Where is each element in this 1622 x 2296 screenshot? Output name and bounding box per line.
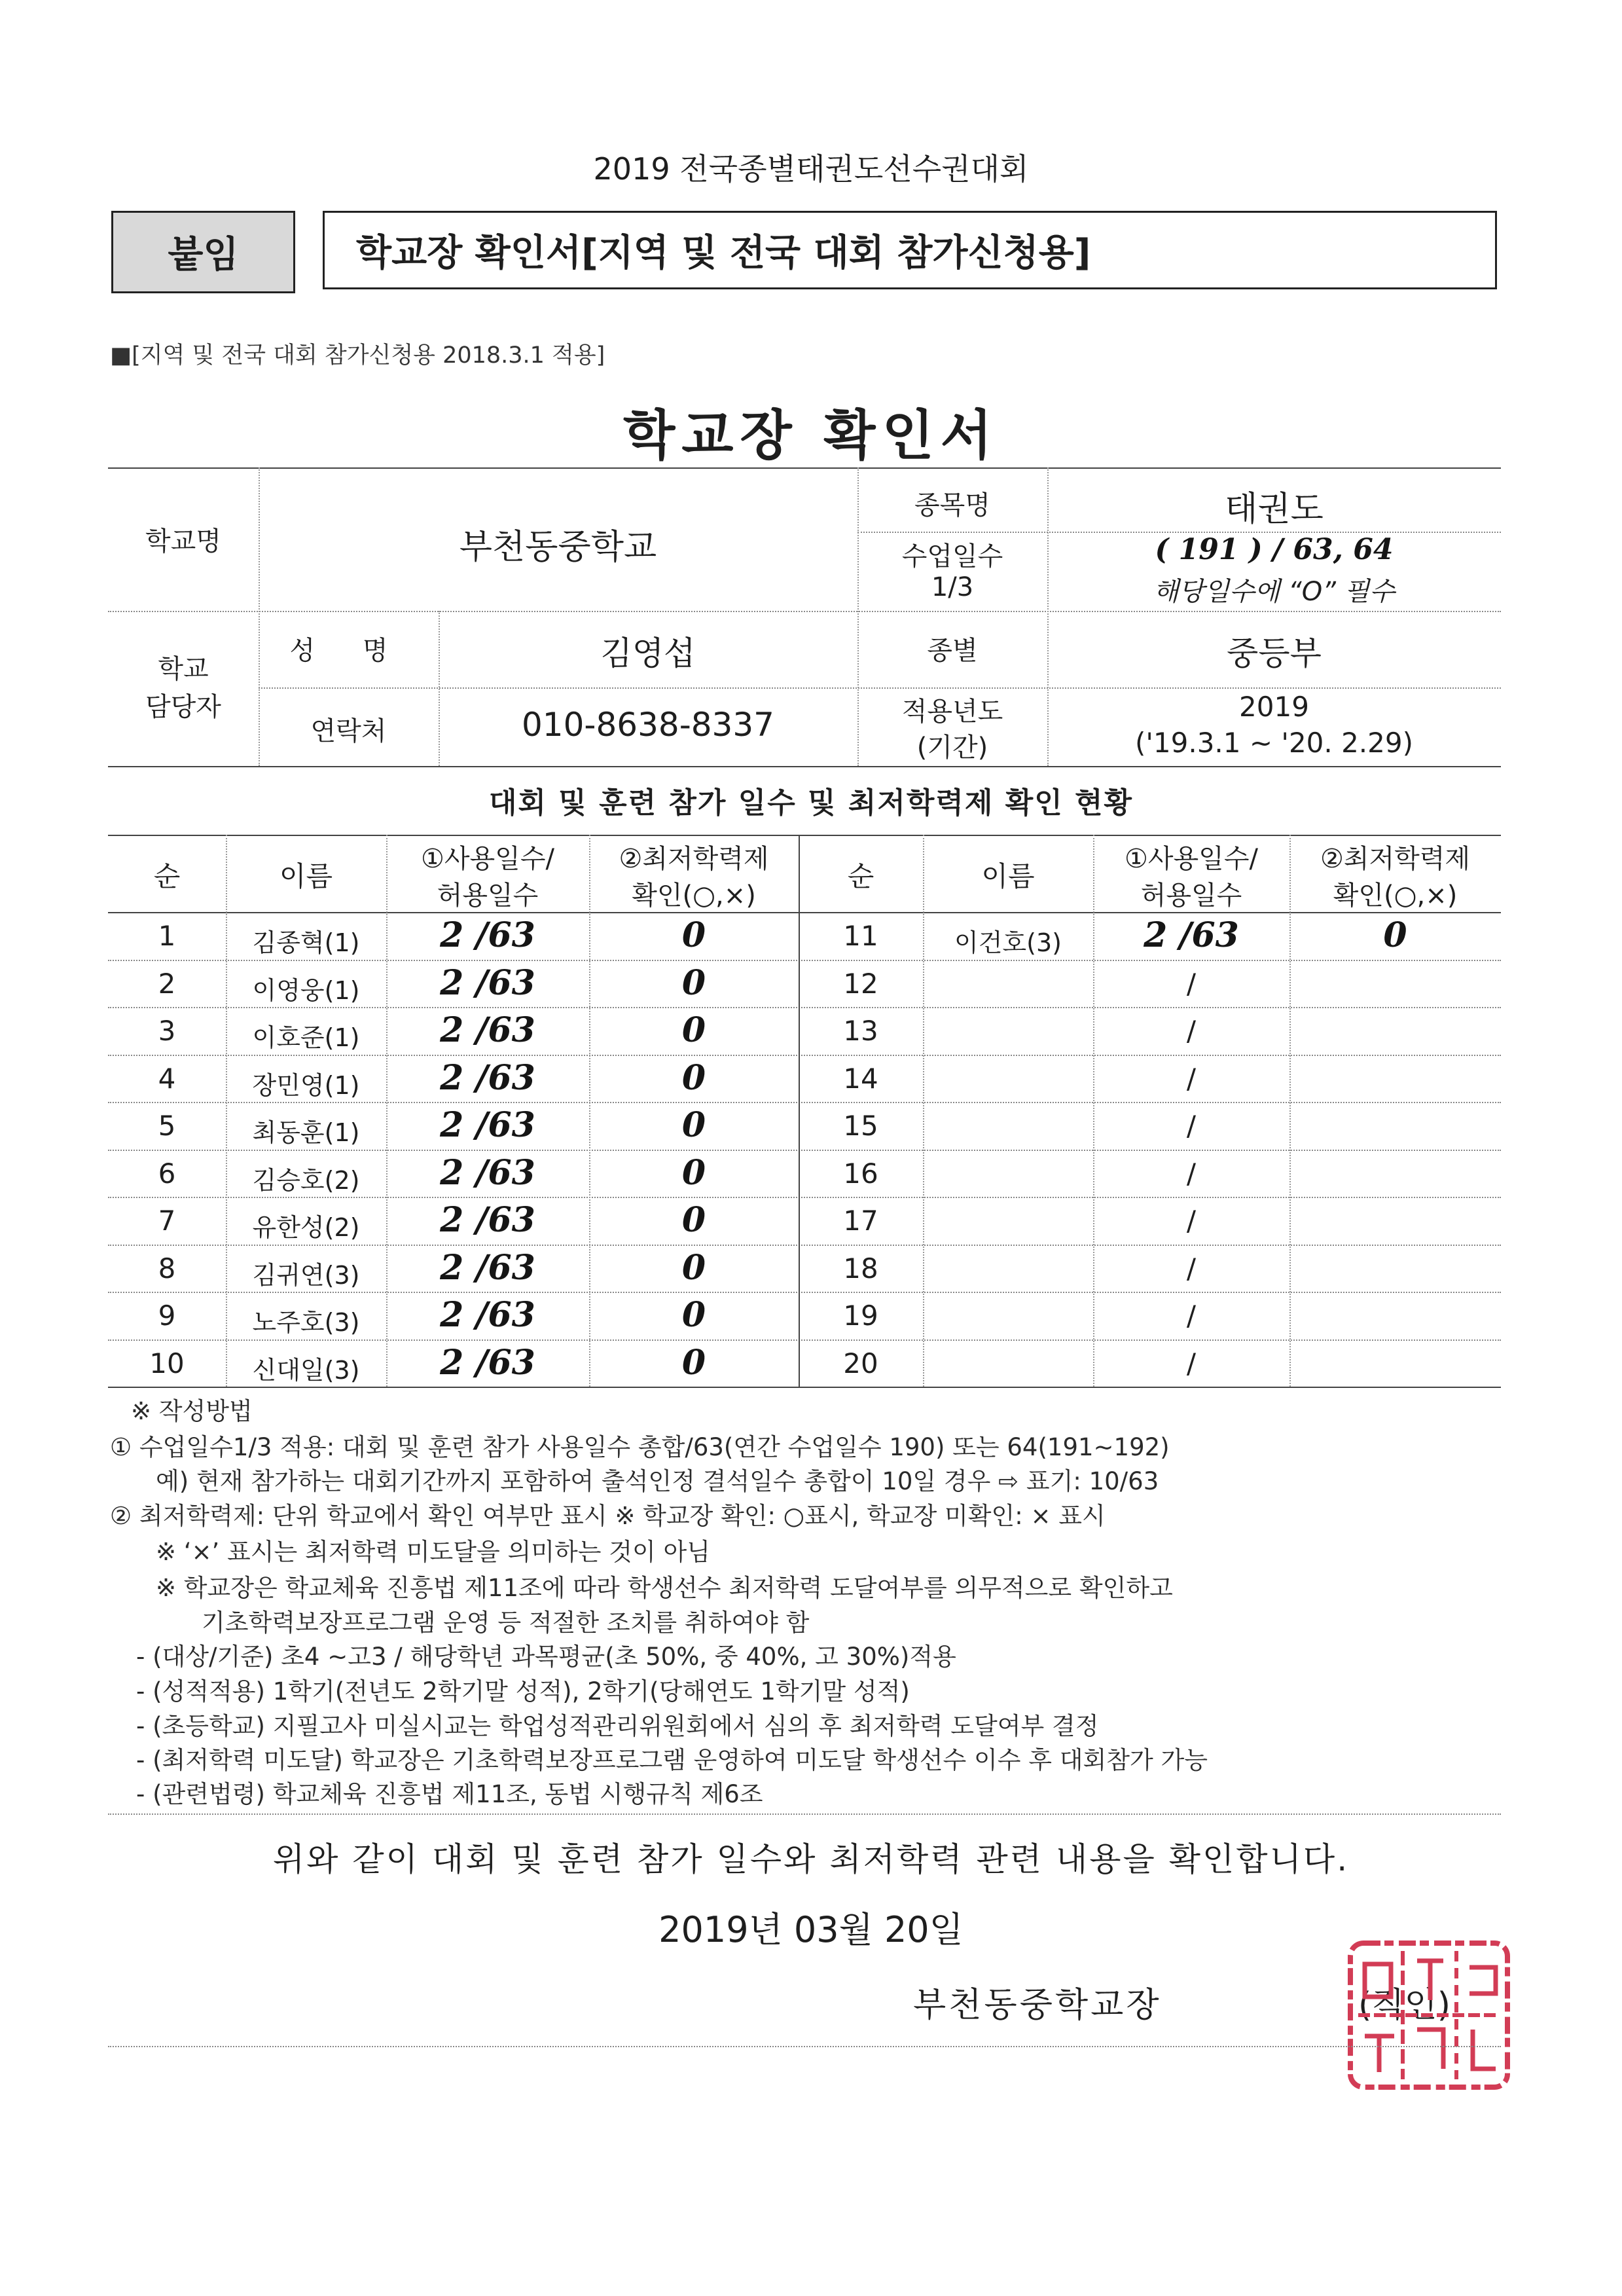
col-header-check: ②최저학력제: [619, 844, 769, 874]
row-check: 0: [681, 915, 706, 955]
note-item: - (초등학교) 지필고사 미실시교는 학업성적관리위원회에서 심의 후 최저학력 도달여부 결정: [136, 1712, 1099, 1740]
manager-label-line2: 담당자: [145, 692, 221, 722]
row-name: 유한성(2): [252, 1213, 360, 1242]
row-no: 18: [843, 1252, 878, 1285]
note-item: ① 수업일수1/3 적용: 대회 및 훈련 참가 사용일수 총합/63(연간 수업일수 190) 또는 64(191~192): [110, 1433, 1170, 1461]
note-item: ※ ‘×’ 표시는 최저학력 미도달을 의미하는 것이 아님: [156, 1538, 710, 1566]
row-name: 신대일(3): [252, 1356, 360, 1385]
note-item: - (대상/기준) 초4 ~고3 / 해당학년 과목평균(초 50%, 중 40%, 고 30%)적용: [136, 1643, 956, 1671]
row-name: 이영웅(1): [252, 976, 360, 1005]
row-check: 0: [681, 1153, 706, 1193]
row-days: 2 /63: [440, 1010, 535, 1050]
attachment-tag: [111, 211, 295, 293]
row-days: 2 /63: [440, 1105, 535, 1145]
document-title: 학교장 확인서[지역 및 전국 대회 참가신청용]: [356, 232, 1091, 274]
row-no: 7: [158, 1205, 176, 1237]
col-header-days-sub: 허용일수: [437, 881, 539, 911]
event-title: 2019 전국종별태권도선수권대회: [593, 151, 1029, 187]
row-no: 9: [158, 1300, 176, 1332]
row-days: /: [1186, 1157, 1197, 1190]
row-days: /: [1186, 1015, 1197, 1047]
col-header-name: 이름: [279, 860, 333, 892]
row-no: 19: [843, 1300, 878, 1332]
school-days-value: ( 191 ) / 63, 64: [1155, 533, 1394, 566]
row-check: 0: [681, 963, 706, 1003]
apply-year-value: 2019: [1239, 691, 1309, 723]
row-no: 20: [843, 1347, 878, 1379]
notes-heading: ※ 작성방법: [131, 1397, 253, 1425]
row-days: 2 /63: [440, 1248, 535, 1288]
row-days: 2 /63: [440, 1343, 535, 1383]
note-item: - (관련법령) 학교체육 진흥법 제11조, 동법 시행규칙 제6조: [136, 1780, 763, 1808]
main-title: 학교장 확인서: [623, 405, 999, 467]
sport-value: 태권도: [1225, 490, 1324, 529]
row-no: 1: [158, 920, 176, 952]
row-name: 이건호(3): [954, 928, 1062, 957]
row-days: /: [1186, 968, 1197, 1000]
row-no: 8: [158, 1252, 176, 1285]
row-check: 0: [681, 1295, 706, 1335]
col-header-days-sub: 허용일수: [1140, 881, 1242, 911]
confirmation-date: 2019년 03월 20일: [658, 1909, 964, 1950]
contact-label: 연락처: [310, 716, 387, 746]
row-no: 17: [843, 1205, 878, 1237]
attachment-tag-label: 붙임: [168, 234, 239, 276]
note-item: - (최저학력 미도달) 학교장은 기초학력보장프로그램 운영하여 미도달 학생선수 이수 후 대회참가 가능: [136, 1746, 1208, 1774]
person-name-value: 김영섭: [600, 634, 696, 672]
school-days-note: 해당일수에 “O” 필수: [1153, 577, 1395, 607]
apply-period-label: (기간): [916, 733, 988, 763]
col-header-check: ②최저학력제: [1320, 844, 1471, 874]
row-name: 김승호(2): [252, 1166, 360, 1195]
row-check: 0: [681, 1105, 706, 1145]
division-value: 중등부: [1227, 634, 1322, 672]
apply-period-value: ('19.3.1 ~ '20. 2.29): [1134, 727, 1413, 759]
status-title: 대회 및 훈련 참가 일수 및 최저학력제 확인 현황: [488, 786, 1134, 820]
row-check: 0: [681, 1248, 706, 1288]
row-no: 5: [158, 1110, 176, 1142]
col-header-no: 순: [847, 860, 874, 892]
col-header-check-sub: 확인(○,×): [1333, 881, 1458, 911]
note-item: ② 최저학력제: 단위 학교에서 확인 여부만 표시 ※ 학교장 확인: ○표시, 학교장 미확인: × 표시: [110, 1502, 1106, 1530]
row-no: 15: [843, 1110, 878, 1142]
row-name: 노주호(3): [252, 1308, 360, 1337]
row-name: 김종혁(1): [252, 928, 360, 957]
note-item: ※ 학교장은 학교체육 진흥법 제11조에 따라 학생선수 최저학력 도달여부를 의무적으로 확인하고: [156, 1574, 1173, 1602]
closing-statement: 위와 같이 대회 및 훈련 참가 일수와 최저학력 관련 내용을 확인합니다.: [272, 1840, 1350, 1878]
contact-value: 010-8638-8337: [521, 706, 774, 744]
row-days: /: [1186, 1205, 1197, 1237]
row-no: 6: [158, 1157, 176, 1190]
sport-label: 종목명: [914, 490, 990, 520]
note-item: 예) 현재 참가하는 대회기간까지 포함하여 출석인정 결석일수 총합이 10일 경우 ⇨ 표기: 10/63: [156, 1467, 1159, 1495]
row-check: 0: [681, 1200, 706, 1240]
row-no: 10: [149, 1347, 185, 1379]
row-days: 2 /63: [440, 915, 535, 955]
row-days: /: [1186, 1252, 1197, 1285]
row-no: 13: [843, 1015, 878, 1047]
person-name-label: 성 명: [289, 636, 408, 666]
row-name: 이호준(1): [252, 1023, 360, 1052]
row-name: 장민영(1): [252, 1071, 360, 1100]
row-no: 2: [158, 968, 176, 1000]
row-check: 0: [681, 1058, 706, 1098]
form-sub-note: ■[지역 및 전국 대회 참가신청용 2018.3.1 적용]: [110, 342, 605, 369]
row-days: /: [1186, 1300, 1197, 1332]
row-no: 14: [843, 1063, 878, 1095]
note-item: 기초학력보장프로그램 운영 등 적절한 조치를 취하여야 함: [202, 1609, 810, 1637]
row-days: /: [1186, 1347, 1197, 1379]
row-name: 김귀연(3): [252, 1261, 360, 1290]
row-no: 4: [158, 1063, 176, 1095]
row-days: 2 /63: [440, 1200, 535, 1240]
row-days: /: [1186, 1063, 1197, 1095]
row-days: 2 /63: [440, 963, 535, 1003]
apply-year-label: 적용년도: [901, 697, 1003, 727]
row-days: /: [1186, 1110, 1197, 1142]
seal-label: (직인): [1358, 1986, 1451, 2025]
row-no: 11: [843, 920, 878, 952]
official-seal: [1345, 1938, 1515, 2095]
school-name-label: 학교명: [145, 526, 221, 556]
col-header-days: ①사용일수/: [421, 844, 554, 874]
school-days-label: 수업일수: [901, 541, 1003, 572]
row-check: 0: [681, 1343, 706, 1383]
manager-label-line1: 학교: [158, 654, 209, 684]
col-header-check-sub: 확인(○,×): [632, 881, 756, 911]
col-header-days: ①사용일수/: [1125, 844, 1258, 874]
row-days: 2 /63: [440, 1153, 535, 1193]
row-check: 0: [681, 1010, 706, 1050]
school-name-value: 부천동중학교: [459, 528, 657, 567]
document-title-box: [323, 211, 1497, 289]
row-no: 16: [843, 1157, 878, 1190]
school-days-fraction-label: 1/3: [931, 572, 974, 602]
row-days: 2 /63: [440, 1058, 535, 1098]
col-header-name: 이름: [981, 860, 1035, 892]
row-days: 2 /63: [1144, 915, 1239, 955]
row-check: 0: [1383, 915, 1407, 955]
col-header-no: 순: [153, 860, 181, 892]
note-item: - (성적적용) 1학기(전년도 2학기말 성적), 2학기(당해연도 1학기말 성적): [136, 1677, 910, 1705]
row-days: 2 /63: [440, 1295, 535, 1335]
division-label: 종별: [927, 636, 978, 666]
row-no: 12: [843, 968, 878, 1000]
signer-name: 부천동중학교장: [913, 1986, 1162, 2025]
row-name: 최동훈(1): [252, 1118, 360, 1147]
row-no: 3: [158, 1015, 176, 1047]
